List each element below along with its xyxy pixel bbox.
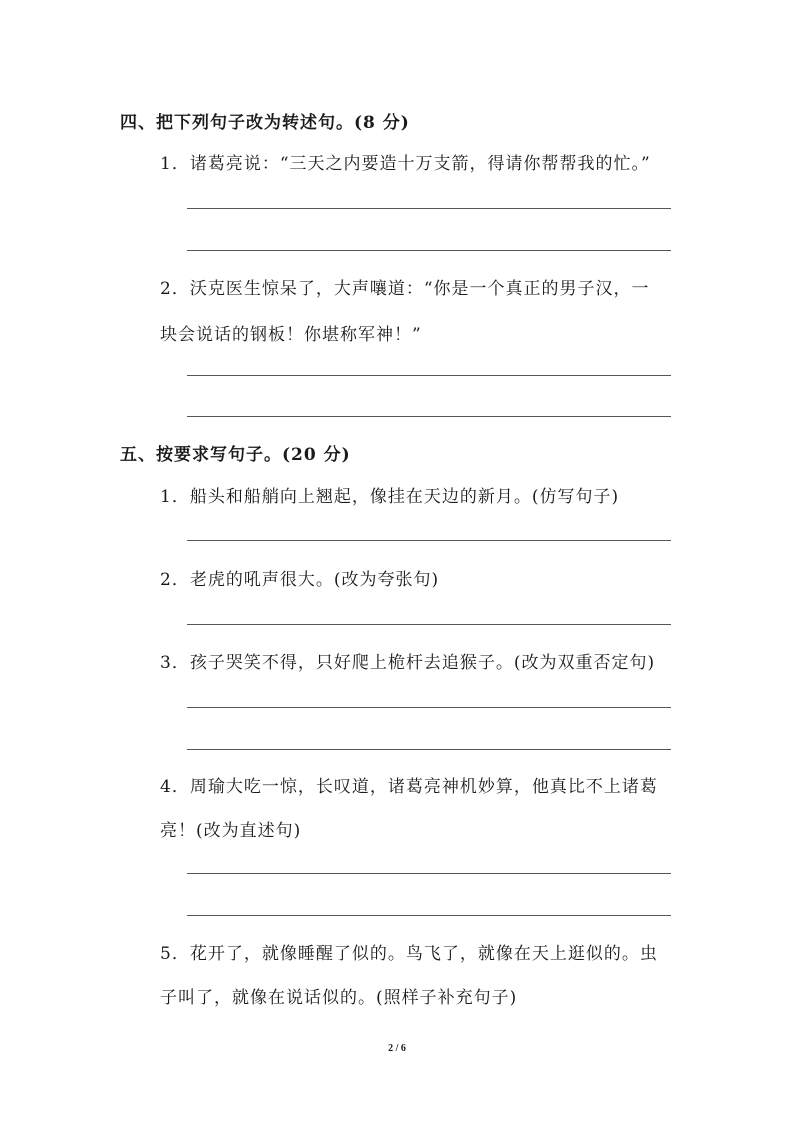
answer-line[interactable] <box>187 749 671 750</box>
section-5-heading: 五、按要求写句子。(20 分) <box>120 445 351 465</box>
question-4-2-text-line2: 块会说话的钢板！你堪称军神！” <box>160 325 422 345</box>
answer-line[interactable] <box>187 873 671 874</box>
question-5-5-text-line1: 5．花开了，就像睡醒了似的。鸟飞了，就像在天上逛似的。虫 <box>160 944 658 964</box>
answer-line[interactable] <box>187 375 671 376</box>
question-4-1-text: 1．诸葛亮说：“三天之内要造十万支箭，得请你帮帮我的忙。” <box>160 154 651 174</box>
answer-line[interactable] <box>187 915 671 916</box>
question-5-3-text: 3．孩子哭笑不得，只好爬上桅杆去追猴子。(改为双重否定句) <box>160 653 656 673</box>
answer-line[interactable] <box>187 624 671 625</box>
section-4-heading: 四、把下列句子改为转述句。(8 分) <box>120 113 410 133</box>
answer-line[interactable] <box>187 416 671 417</box>
question-5-2-text: 2．老虎的吼声很大。(改为夸张句) <box>160 570 440 590</box>
answer-line[interactable] <box>187 540 671 541</box>
question-5-1-text: 1．船头和船艄向上翘起，像挂在天边的新月。(仿写句子) <box>160 487 620 507</box>
answer-line[interactable] <box>187 250 671 251</box>
question-5-5-text-line2: 子叫了，就像在说话似的。(照样子补充句子) <box>160 988 518 1008</box>
question-4-2-text-line1: 2．沃克医生惊呆了，大声嚷道：“你是一个真正的男子汉，一 <box>160 279 650 299</box>
page-number: 2 / 6 <box>388 1043 406 1054</box>
question-5-4-text-line1: 4．周瑜大吃一惊，长叹道，诸葛亮神机妙算，他真比不上诸葛 <box>160 777 658 797</box>
question-5-4-text-line2: 亮！(改为直述句) <box>160 821 302 841</box>
answer-line[interactable] <box>187 208 671 209</box>
answer-line[interactable] <box>187 707 671 708</box>
